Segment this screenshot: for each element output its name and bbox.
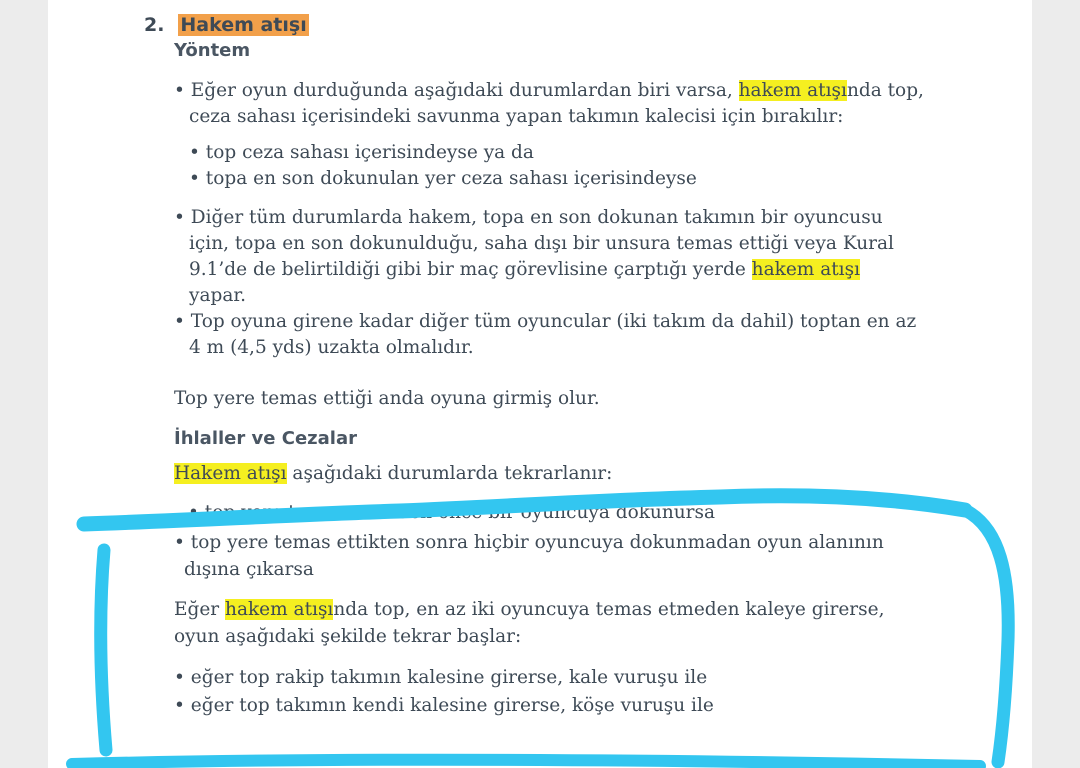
procedure-bullet-2-line-3: 9.1’de de belirtildiği gibi bir maç görevlisine çarptığı yerde hakem atışı (189, 259, 860, 280)
procedure-bullet-2-line-2: için, topa en son dokunulduğu, saha dışı bir unsura temas ettiği veya Kural (189, 233, 894, 254)
restart-bullet-2: • eğer top takımın kendi kalesine girerse, köşe vuruşu ile (174, 695, 714, 716)
highlight-term: Hakem atışı (174, 463, 287, 484)
procedure-bullet-3: • Top oyuna girene kadar diğer tüm oyuncular (iki takım da dahil) toptan en az (174, 311, 917, 332)
retake-intro: Hakem atışı aşağıdaki durumlarda tekrarlanır: (174, 463, 613, 484)
section-heading (144, 12, 309, 39)
in-play-statement: Top yere temas ettiği anda oyuna girmiş olur. (174, 388, 600, 409)
highlight-term: hakem atışı (738, 80, 847, 101)
restart-bullet-1: • eğer top rakip takımın kalesine girerse, kale vuruşu ile (174, 667, 708, 688)
procedure-bullet-3-line-2: 4 m (4,5 yds) uzakta olmalıdır. (189, 337, 474, 358)
sub-bullet-1: • top ceza sahası içerisindeyse ya da (189, 142, 534, 163)
section-number: 2. (144, 14, 165, 36)
procedure-bullet-1-line-2: ceza sahası içerisindeki savunma yapan takımın kalecisi için bırakılır: (189, 106, 844, 127)
procedure-bullet-2: • Diğer tüm durumlarda hakem, topa en son dokunan takımın bir oyuncusu (174, 207, 883, 228)
highlight-term: hakem atışı (225, 599, 334, 620)
infringements-heading: İhlaller ve Cezalar (174, 428, 357, 449)
goal-statement-line-2: oyun aşağıdaki şekilde tekrar başlar: (174, 626, 522, 647)
procedure-bullet-2-line-4: yapar. (189, 285, 247, 306)
section-subtitle: Yöntem (174, 40, 251, 61)
section-title: Hakem atışı (180, 14, 307, 36)
highlight-term: hakem atışı (751, 259, 860, 280)
partially-hidden-bullet: • top yere temas etmeden önce bir oyuncuya dokunursa (188, 502, 716, 523)
goal-statement: Eğer hakem atışında top, en az iki oyuncuya temas etmeden kaleye girerse, (174, 599, 885, 620)
sub-bullet-2: • topa en son dokunulan yer ceza sahası içerisindeyse (189, 168, 697, 189)
retake-bullet-2-line-2: dışına çıkarsa (184, 559, 314, 580)
procedure-bullet-1: • Eğer oyun durduğunda aşağıdaki durumlardan biri varsa, hakem atışında top, (174, 80, 924, 101)
retake-bullet-2: • top yere temas ettikten sonra hiçbir oyuncuya dokunmadan oyun alanının (174, 532, 884, 553)
